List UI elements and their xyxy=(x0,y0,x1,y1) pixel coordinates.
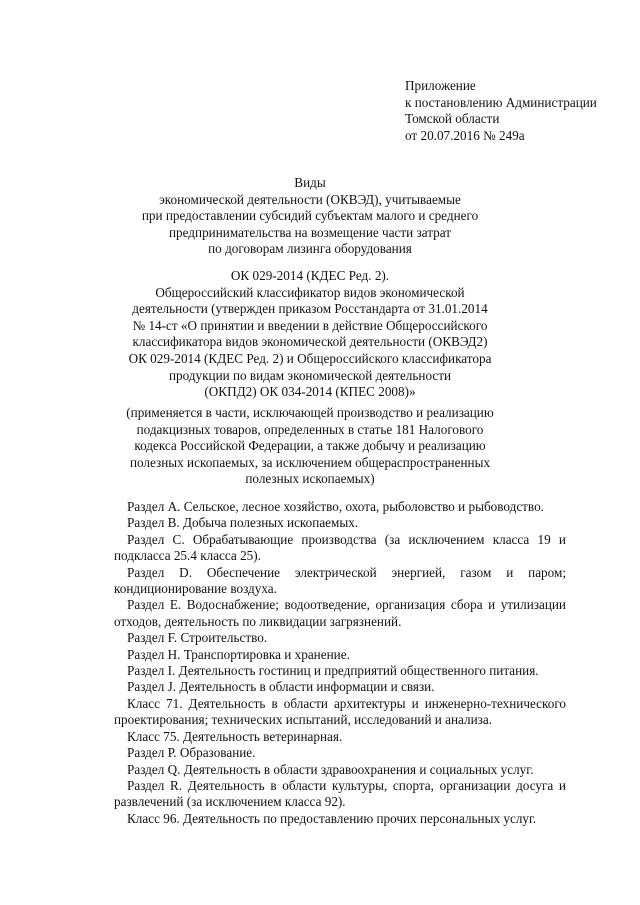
note-line: полезных ископаемых) xyxy=(245,471,375,487)
document-title xyxy=(80,175,540,258)
section-item-e: Раздел Е. Водоснабжение; водоотведение, организация сбора и утилизации отходов, деятельность по ликвидации загрязнений. xyxy=(114,597,566,629)
section-item-r: Раздел R. Деятельность в области культуры, спорта, организации досуга и развлечений (за исключением класса 92). xyxy=(114,777,566,810)
appendix-line: к постановлению Администрации xyxy=(405,94,597,110)
section-item-p: Раздел Р. Образование. xyxy=(127,745,256,761)
classifier-line: № 14-ст «О принятии и введении в действие Общероссийского xyxy=(132,317,488,333)
section-item-d: Раздел D. Обеспечение электрической энергией, газом и паром; кондиционирование воздуха. xyxy=(114,564,566,597)
note-line: подакцизных товаров, определенных в статье 181 Налогового xyxy=(136,421,484,437)
classifier-line: ОК 029-2014 (КДЕС Ред. 2). xyxy=(230,268,390,283)
class-item-71: Класс 71. Деятельность в области архитектуры и инженерно-технического проектирования; технических испытаний, исследований и анализа. xyxy=(114,695,566,728)
classifier-line: деятельности (утвержден приказом Росстандарта от 31.01.2014 xyxy=(132,301,488,317)
appendix-line: от 20.07.2016 № 249а xyxy=(405,127,525,143)
classifier-line: Общероссийский классификатор видов экономической xyxy=(155,284,465,300)
classifier-line: продукции по видам экономической деятельности xyxy=(168,367,452,383)
title-line: Виды xyxy=(294,175,326,190)
classifier-line: ОК 029-2014 (КДЕС Ред. 2) и Общероссийского классификатора xyxy=(128,350,492,366)
appendix-block xyxy=(405,78,597,144)
section-item-j: Раздел J. Деятельность в области информации и связи. xyxy=(127,679,435,695)
sections-list xyxy=(114,499,566,827)
section-item-i: Раздел I. Деятельность гостиниц и предприятий общественного питания. xyxy=(127,663,539,679)
appendix-line: Томской области xyxy=(405,111,500,126)
section-item-h: Раздел Н. Транспортировка и хранение. xyxy=(127,646,350,662)
appendix-line: Приложение xyxy=(405,78,476,93)
title-line: по договорам лизинга оборудования xyxy=(208,241,412,256)
note-line: полезных ископаемых, за исключением общераспространенных xyxy=(129,454,491,470)
title-line: при предоставлении субсидий субъектам малого и среднего xyxy=(141,208,479,223)
title-line: экономической деятельности (ОКВЭД), учитываемые xyxy=(159,191,461,207)
applicability-note xyxy=(80,405,540,488)
classifier-line: (ОКПД2) ОК 034-2014 (КПЕС 2008)» xyxy=(204,384,416,400)
note-line: кодекса Российской Федерации, а также добычу и реализацию xyxy=(134,438,486,454)
classifier-line: классификатора видов экономической деятельности (ОКВЭД2) xyxy=(132,334,488,350)
section-item-c: Раздел С. Обрабатывающие производства (за исключением класса 19 и подкласса 25.4 класса 25). xyxy=(114,531,566,564)
section-item-f: Раздел F. Строительство. xyxy=(127,630,268,646)
classifier-block xyxy=(80,268,540,401)
title-line: предпринимательства на возмещение части затрат xyxy=(168,224,452,240)
note-line: (применяется в части, исключающей производство и реализацию xyxy=(126,405,494,420)
class-item-75: Класс 75. Деятельность ветеринарная. xyxy=(127,728,343,744)
section-item-q: Раздел Q. Деятельность в области здравоохранения и социальных услуг. xyxy=(127,761,534,777)
class-item-96: Класс 96. Деятельность по предоставлению прочих персональных услуг. xyxy=(127,810,537,826)
section-item-b: Раздел В. Добыча полезных ископаемых. xyxy=(127,515,359,531)
section-item-a: Раздел А. Сельское, лесное хозяйство, охота, рыболовство и рыбоводство. xyxy=(127,499,544,514)
